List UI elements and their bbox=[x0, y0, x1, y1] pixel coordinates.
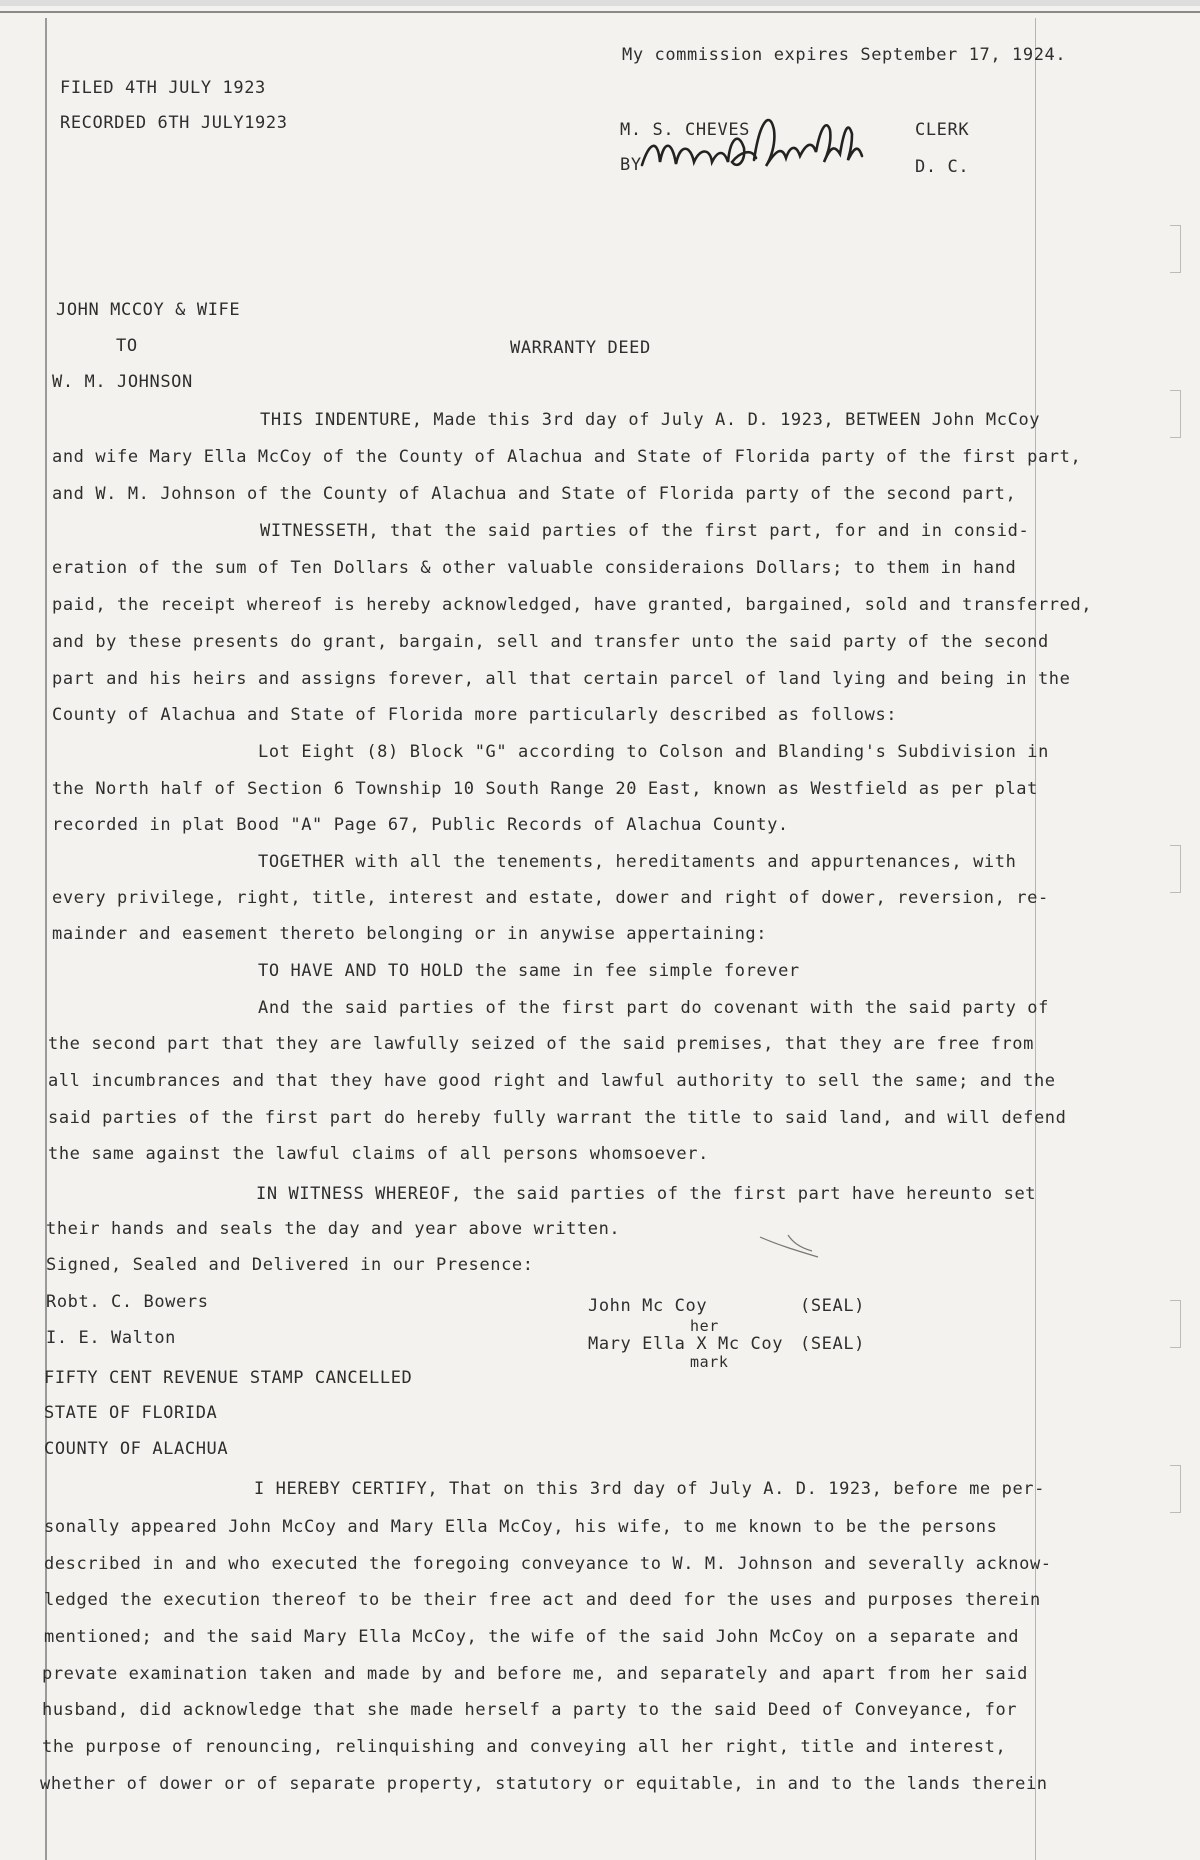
certificate-line: whether of dower or of separate property, statutory or equitable, in and to the lands therein bbox=[40, 1774, 1048, 1794]
deed-title: WARRANTY DEED bbox=[510, 338, 651, 358]
her-label: her bbox=[690, 1317, 719, 1335]
testimonium: IN WITNESS WHEREOF, the said parties of the first part have hereunto set bbox=[256, 1184, 1037, 1204]
clerk-signature bbox=[620, 100, 880, 180]
body-line: WITNESSETH, that the said parties of the first part, for and in consid- bbox=[260, 521, 1030, 541]
signature-mary-ella-mccoy: Mary Ella X Mc Coy bbox=[588, 1334, 784, 1354]
top-rule bbox=[0, 11, 1200, 13]
body-line: paid, the receipt whereof is hereby acknowledged, have granted, bargained, sold and transferred, bbox=[52, 595, 1093, 615]
witness-2: I. E. Walton bbox=[46, 1328, 177, 1348]
body-line: County of Alachua and State of Florida more particularly described as follows: bbox=[52, 705, 898, 725]
attestation-line: Signed, Sealed and Delivered in our Presence: bbox=[46, 1255, 534, 1275]
body-line: mainder and easement thereto belonging or in anywise appertaining: bbox=[52, 924, 768, 944]
grantee-heading: W. M. JOHNSON bbox=[52, 372, 193, 392]
seal-2: (SEAL) bbox=[800, 1334, 866, 1354]
body-line: and W. M. Johnson of the County of Alachua and State of Florida party of the second part, bbox=[52, 484, 1017, 504]
body-line: eration of the sum of Ten Dollars & other valuable consideraions Dollars; to them in hand bbox=[52, 558, 1017, 578]
left-margin-rule bbox=[45, 18, 47, 1860]
commission-expiry: My commission expires September 17, 1924. bbox=[622, 45, 1067, 65]
recorded-date: RECORDED 6TH JULY1923 bbox=[60, 113, 288, 133]
certificate-line: the purpose of renouncing, relinquishing and conveying all her right, title and interest, bbox=[42, 1737, 1007, 1757]
body-line: TOGETHER with all the tenements, hereditaments and appurtenances, with bbox=[258, 852, 1017, 872]
filed-date: FILED 4TH JULY 1923 bbox=[60, 78, 266, 98]
county-heading: COUNTY OF ALACHUA bbox=[44, 1439, 229, 1459]
body-line: their hands and seals the day and year above written. bbox=[46, 1219, 621, 1239]
certificate-line: prevate examination taken and made by and before me, and separately and apart from her said bbox=[42, 1664, 1028, 1684]
certificate-line: ledged the execution thereof to be their free act and deed for the uses and purposes therein bbox=[44, 1590, 1041, 1610]
seal-1: (SEAL) bbox=[800, 1296, 866, 1316]
body-line: THIS INDENTURE, Made this 3rd day of July A. D. 1923, BETWEEN John McCoy bbox=[260, 410, 1041, 430]
right-margin-rule bbox=[1035, 18, 1036, 1860]
body-line: part and his heirs and assigns forever, all that certain parcel of land lying and being in the bbox=[52, 669, 1071, 689]
legal-description: the North half of Section 6 Township 10 South Range 20 East, known as Westfield as per plat bbox=[52, 779, 1038, 799]
binding-mark bbox=[1170, 225, 1181, 273]
grantor-heading: JOHN MCCOY & WIFE bbox=[56, 300, 241, 320]
witness-1: Robt. C. Bowers bbox=[46, 1292, 209, 1312]
top-edge bbox=[0, 0, 1200, 6]
body-line: the same against the lawful claims of all persons whomsoever. bbox=[48, 1144, 709, 1164]
body-line: all incumbrances and that they have good right and lawful authority to sell the same; and the bbox=[48, 1071, 1056, 1091]
body-line: said parties of the first part do hereby fully warrant the title to said land, and will defend bbox=[48, 1108, 1067, 1128]
clerk-name: M. S. CHEVES bbox=[620, 120, 751, 140]
state-heading: STATE OF FLORIDA bbox=[44, 1403, 218, 1423]
certificate-line: sonally appeared John McCoy and Mary Ella McCoy, his wife, to me known to be the persons bbox=[44, 1517, 998, 1537]
signature-john-mccoy: John Mc Coy bbox=[588, 1296, 708, 1316]
certificate-line: I HEREBY CERTIFY, That on this 3rd day of July A. D. 1923, before me per- bbox=[254, 1479, 1045, 1499]
revenue-stamp-note: FIFTY CENT REVENUE STAMP CANCELLED bbox=[44, 1368, 413, 1388]
pen-stroke-mark bbox=[758, 1225, 838, 1265]
binding-mark bbox=[1170, 1300, 1181, 1348]
certificate-line: mentioned; and the said Mary Ella McCoy, the wife of the said John McCoy on a separate and bbox=[44, 1627, 1020, 1647]
binding-mark bbox=[1170, 390, 1181, 438]
deputy-clerk: D. C. bbox=[915, 157, 970, 177]
body-line: and wife Mary Ella McCoy of the County of Alachua and State of Florida party of the first part, bbox=[52, 447, 1082, 467]
body-line: every privilege, right, title, interest and estate, dower and right of dower, reversion, re- bbox=[52, 888, 1049, 908]
by-label: BY bbox=[620, 155, 642, 175]
to-label: TO bbox=[116, 336, 138, 356]
body-line: And the said parties of the first part do covenant with the said party of bbox=[258, 998, 1049, 1018]
clerk-title: CLERK bbox=[915, 120, 970, 140]
binding-mark bbox=[1170, 845, 1181, 893]
body-line: and by these presents do grant, bargain, sell and transfer unto the said party of the second bbox=[52, 632, 1049, 652]
mark-label: mark bbox=[690, 1353, 729, 1371]
binding-mark bbox=[1170, 1465, 1181, 1513]
legal-description: Lot Eight (8) Block "G" according to Colson and Blanding's Subdivision in bbox=[258, 742, 1049, 762]
body-line: the second part that they are lawfully seized of the said premises, that they are free from bbox=[48, 1034, 1034, 1054]
certificate-line: described in and who executed the foregoing conveyance to W. M. Johnson and severally acknow- bbox=[44, 1554, 1052, 1574]
certificate-line: husband, did acknowledge that she made herself a party to the said Deed of Conveyance, for bbox=[42, 1700, 1018, 1720]
legal-description: recorded in plat Bood "A" Page 67, Public Records of Alachua County. bbox=[52, 815, 789, 835]
habendum-clause: TO HAVE AND TO HOLD the same in fee simple forever bbox=[258, 961, 800, 981]
